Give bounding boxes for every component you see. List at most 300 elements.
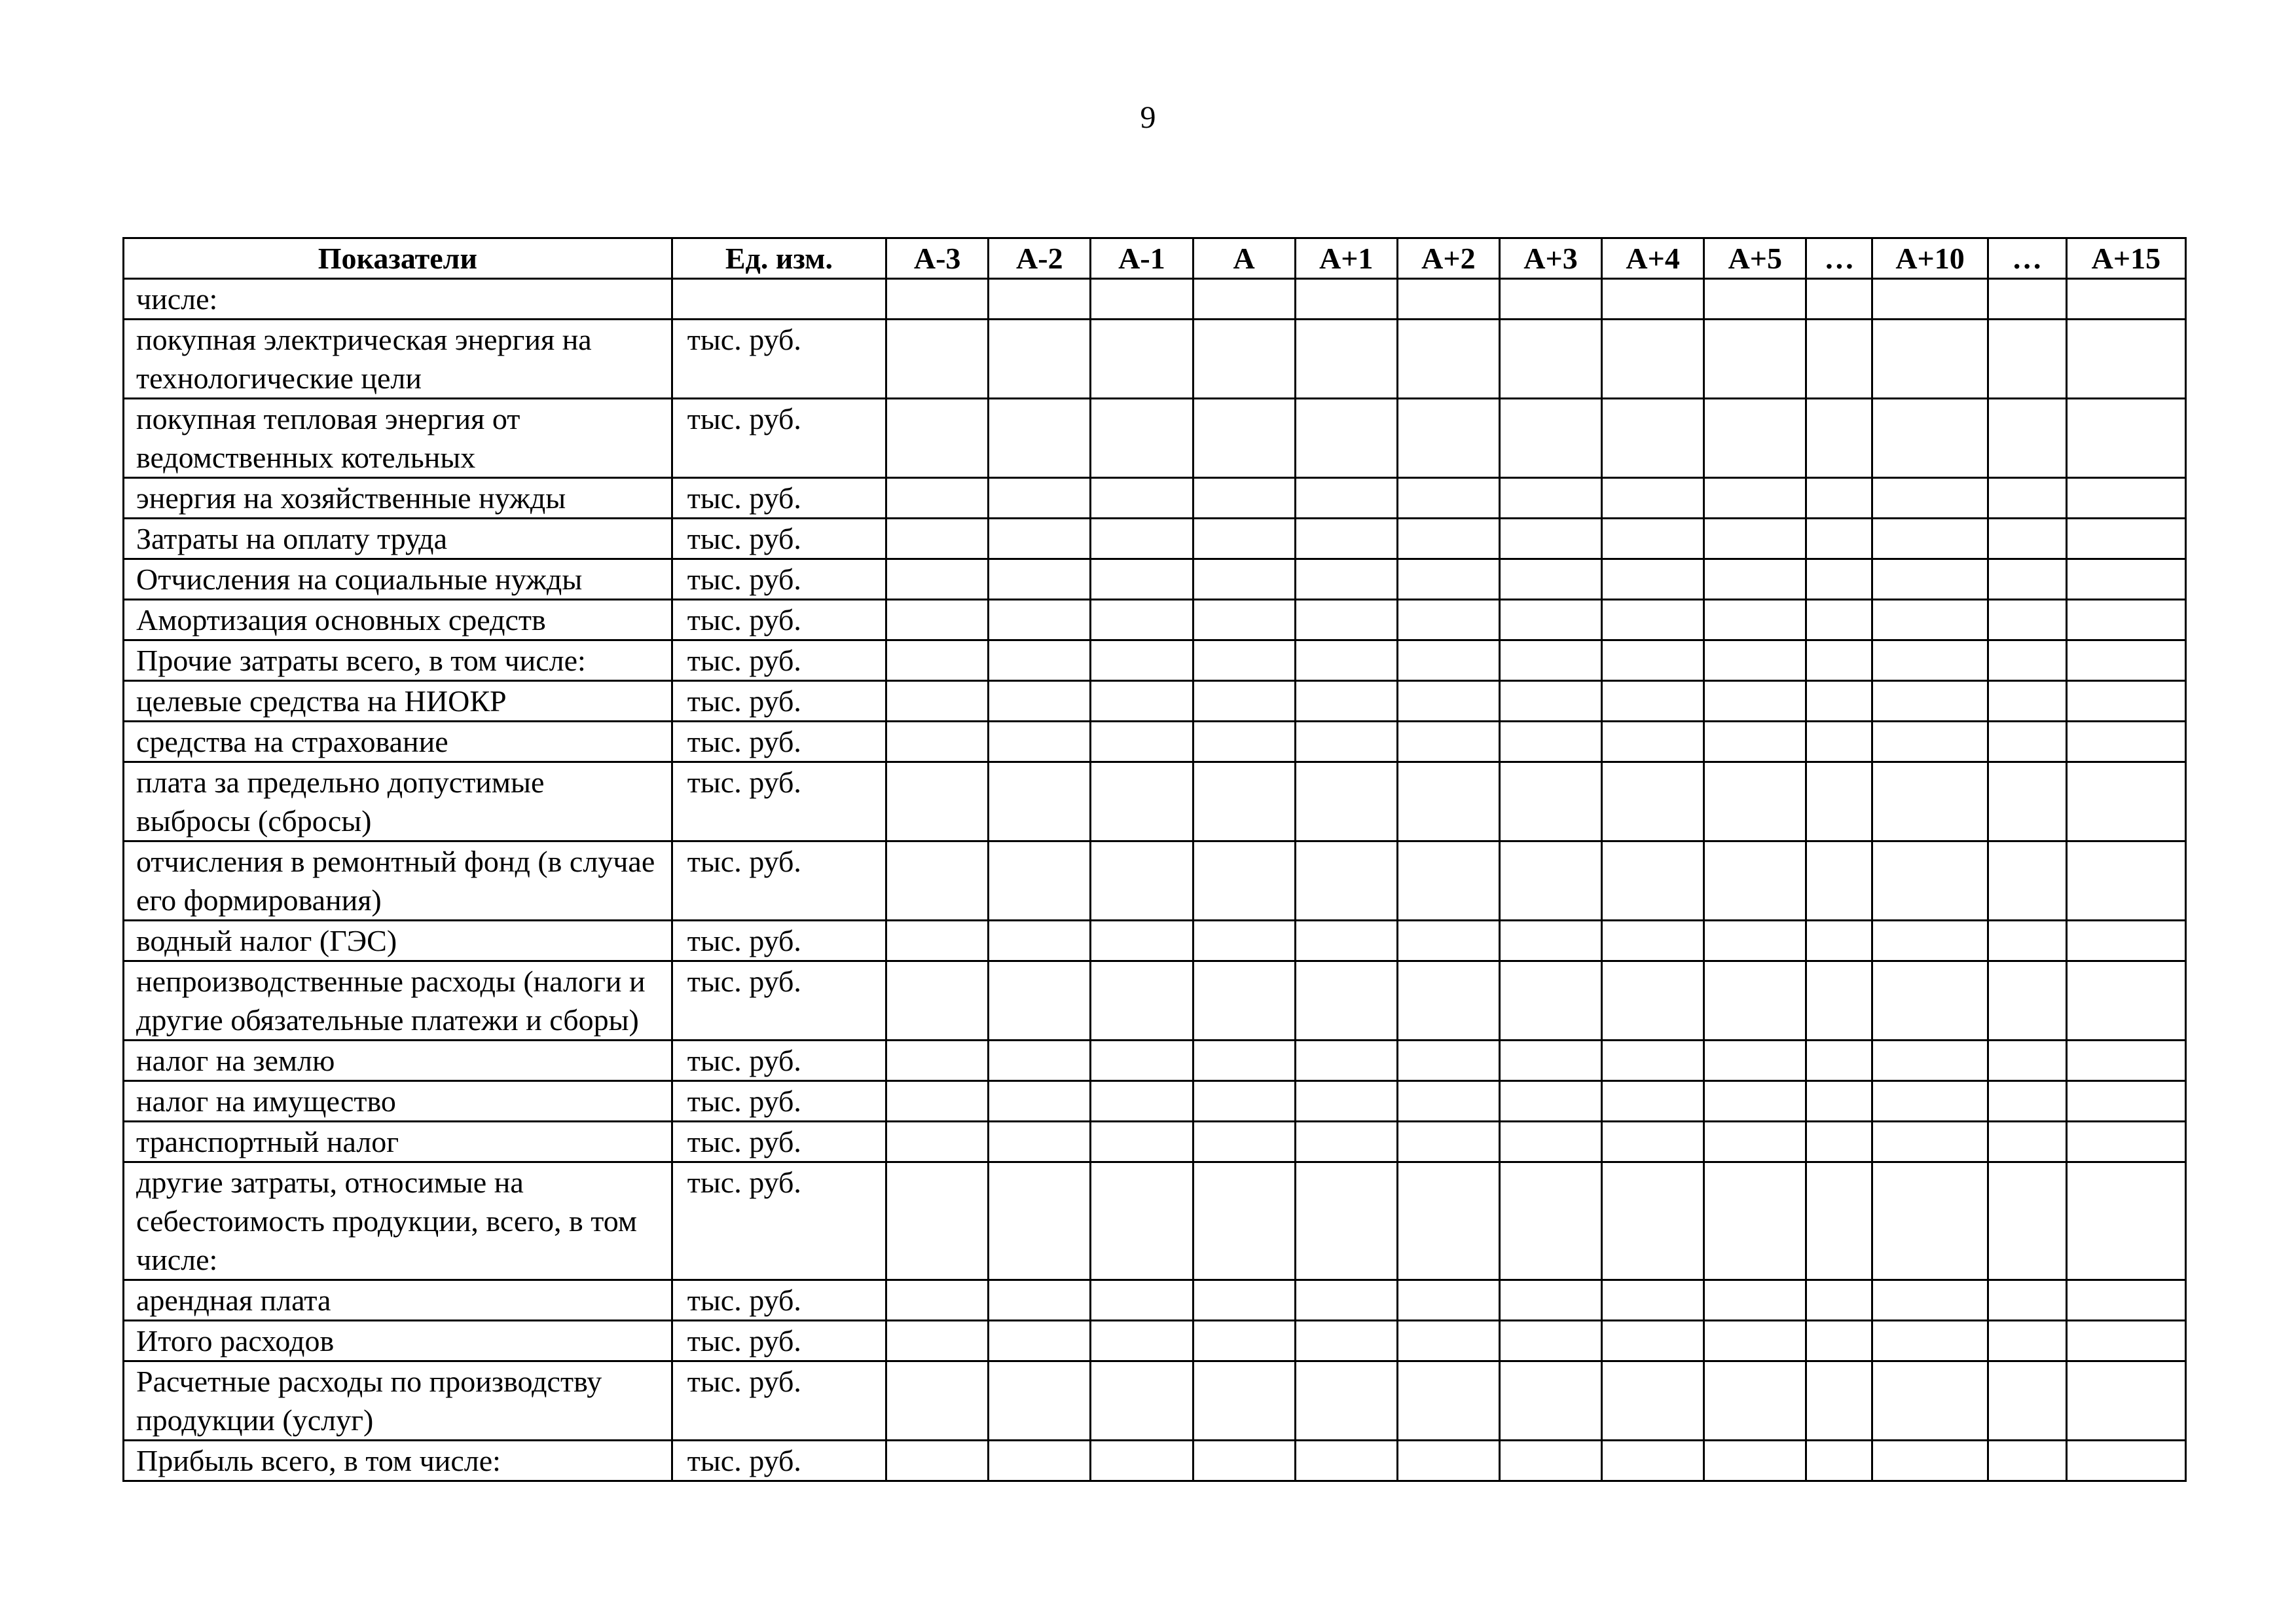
value-cell	[1704, 1041, 1806, 1081]
value-cell	[1499, 1162, 1601, 1280]
value-cell	[1397, 399, 1499, 478]
value-cell	[886, 1361, 989, 1441]
value-cell	[1806, 519, 1872, 559]
value-cell	[1704, 279, 1806, 320]
value-cell	[1602, 1081, 1704, 1122]
value-cell	[1397, 519, 1499, 559]
value-cell	[989, 722, 1091, 762]
table-row	[124, 399, 2186, 478]
row-label: энергия на хозяйственные нужды	[124, 478, 672, 519]
value-cell	[886, 279, 989, 320]
value-cell	[2066, 681, 2185, 722]
value-cell	[1806, 1081, 1872, 1122]
header-period: А+2	[1397, 238, 1499, 279]
table-row	[124, 1041, 2186, 1081]
row-unit: тыс. руб.	[672, 600, 886, 640]
value-cell	[989, 1280, 1091, 1321]
value-cell	[1872, 279, 1988, 320]
value-cell	[886, 681, 989, 722]
row-label: налог на землю	[124, 1041, 672, 1081]
value-cell	[2066, 320, 2185, 399]
value-cell	[989, 841, 1091, 921]
row-label: Расчетные расходы по производству продукции (услуг)	[124, 1361, 672, 1441]
value-cell	[1091, 1081, 1193, 1122]
value-cell	[1091, 559, 1193, 600]
table-row	[124, 1081, 2186, 1122]
value-cell	[1602, 1162, 1704, 1280]
value-cell	[1091, 600, 1193, 640]
table-row	[124, 1162, 2186, 1280]
value-cell	[1988, 1321, 2066, 1361]
value-cell	[1704, 559, 1806, 600]
value-cell	[1295, 1081, 1397, 1122]
value-cell	[1091, 681, 1193, 722]
value-cell	[1295, 841, 1397, 921]
value-cell	[1499, 600, 1601, 640]
value-cell	[1397, 1162, 1499, 1280]
value-cell	[2066, 559, 2185, 600]
value-cell	[1499, 722, 1601, 762]
value-cell	[1397, 1280, 1499, 1321]
value-cell	[2066, 1361, 2185, 1441]
value-cell	[989, 320, 1091, 399]
value-cell	[1397, 1041, 1499, 1081]
header-period: А+5	[1704, 238, 1806, 279]
header-indicator: Показатели	[124, 238, 672, 279]
value-cell	[1988, 320, 2066, 399]
value-cell	[1193, 762, 1295, 841]
value-cell	[1988, 399, 2066, 478]
value-cell	[886, 478, 989, 519]
header-unit: Ед. изм.	[672, 238, 886, 279]
row-unit: тыс. руб.	[672, 722, 886, 762]
value-cell	[1988, 279, 2066, 320]
value-cell	[1499, 399, 1601, 478]
value-cell	[1397, 722, 1499, 762]
value-cell	[1988, 1081, 2066, 1122]
value-cell	[886, 961, 989, 1041]
value-cell	[1602, 762, 1704, 841]
value-cell	[1872, 320, 1988, 399]
value-cell	[1602, 320, 1704, 399]
value-cell	[1499, 320, 1601, 399]
value-cell	[1602, 1321, 1704, 1361]
value-cell	[1193, 1280, 1295, 1321]
row-unit: тыс. руб.	[672, 1361, 886, 1441]
value-cell	[1872, 1041, 1988, 1081]
value-cell	[1988, 681, 2066, 722]
value-cell	[1806, 762, 1872, 841]
table-row	[124, 1122, 2186, 1162]
value-cell	[1499, 279, 1601, 320]
value-cell	[886, 600, 989, 640]
value-cell	[2066, 279, 2185, 320]
value-cell	[1397, 1081, 1499, 1122]
value-cell	[989, 961, 1091, 1041]
row-label: средства на страхование	[124, 722, 672, 762]
value-cell	[1872, 1361, 1988, 1441]
value-cell	[989, 478, 1091, 519]
row-label: отчисления в ремонтный фонд (в случае его формирования)	[124, 841, 672, 921]
value-cell	[1872, 600, 1988, 640]
value-cell	[1806, 1122, 1872, 1162]
value-cell	[1806, 1280, 1872, 1321]
value-cell	[1397, 1361, 1499, 1441]
row-unit: тыс. руб.	[672, 399, 886, 478]
value-cell	[1091, 1280, 1193, 1321]
value-cell	[1602, 1280, 1704, 1321]
value-cell	[989, 600, 1091, 640]
value-cell	[1602, 841, 1704, 921]
value-cell	[886, 1321, 989, 1361]
row-unit: тыс. руб.	[672, 1081, 886, 1122]
value-cell	[1193, 1162, 1295, 1280]
row-label: водный налог (ГЭС)	[124, 921, 672, 961]
value-cell	[1091, 1162, 1193, 1280]
value-cell	[1704, 1321, 1806, 1361]
value-cell	[1091, 1321, 1193, 1361]
value-cell	[1872, 762, 1988, 841]
value-cell	[1295, 762, 1397, 841]
value-cell	[989, 640, 1091, 681]
header-period: …	[1988, 238, 2066, 279]
value-cell	[1602, 1361, 1704, 1441]
value-cell	[1806, 681, 1872, 722]
row-unit: тыс. руб.	[672, 1321, 886, 1361]
table-row	[124, 600, 2186, 640]
value-cell	[1397, 1321, 1499, 1361]
table-row	[124, 1280, 2186, 1321]
value-cell	[1806, 600, 1872, 640]
value-cell	[1602, 1041, 1704, 1081]
value-cell	[1397, 961, 1499, 1041]
value-cell	[1193, 559, 1295, 600]
value-cell	[1295, 961, 1397, 1041]
row-unit: тыс. руб.	[672, 681, 886, 722]
value-cell	[989, 1321, 1091, 1361]
value-cell	[1872, 1321, 1988, 1361]
row-unit: тыс. руб.	[672, 841, 886, 921]
value-cell	[1499, 1361, 1601, 1441]
value-cell	[2066, 1280, 2185, 1321]
value-cell	[1091, 841, 1193, 921]
value-cell	[1193, 399, 1295, 478]
value-cell	[1091, 762, 1193, 841]
value-cell	[1499, 681, 1601, 722]
value-cell	[886, 762, 989, 841]
value-cell	[1193, 1321, 1295, 1361]
value-cell	[1091, 961, 1193, 1041]
value-cell	[1806, 478, 1872, 519]
value-cell	[1295, 279, 1397, 320]
value-cell	[989, 681, 1091, 722]
value-cell	[1397, 559, 1499, 600]
value-cell	[1704, 762, 1806, 841]
row-unit: тыс. руб.	[672, 519, 886, 559]
value-cell	[1704, 1280, 1806, 1321]
value-cell	[1499, 1321, 1601, 1361]
row-label: покупная тепловая энергия от ведомственных котельных	[124, 399, 672, 478]
value-cell	[1872, 478, 1988, 519]
value-cell	[1872, 921, 1988, 961]
value-cell	[1602, 600, 1704, 640]
value-cell	[1397, 921, 1499, 961]
row-label: Затраты на оплату труда	[124, 519, 672, 559]
value-cell	[1295, 1280, 1397, 1321]
value-cell	[886, 1280, 989, 1321]
value-cell	[1499, 1041, 1601, 1081]
value-cell	[989, 1162, 1091, 1280]
value-cell	[1988, 478, 2066, 519]
value-cell	[1295, 640, 1397, 681]
value-cell	[886, 841, 989, 921]
header-period: А+4	[1602, 238, 1704, 279]
value-cell	[1806, 320, 1872, 399]
value-cell	[1193, 519, 1295, 559]
row-unit: тыс. руб.	[672, 1280, 886, 1321]
value-cell	[1988, 961, 2066, 1041]
value-cell	[1988, 1280, 2066, 1321]
value-cell	[1988, 1441, 2066, 1481]
row-label: Прибыль всего, в том числе:	[124, 1441, 672, 1481]
value-cell	[1193, 1122, 1295, 1162]
table-row	[124, 478, 2186, 519]
header-period: А+15	[2066, 238, 2185, 279]
value-cell	[1988, 762, 2066, 841]
table-row	[124, 1361, 2186, 1441]
value-cell	[1602, 681, 1704, 722]
value-cell	[886, 1122, 989, 1162]
row-label: Прочие затраты всего, в том числе:	[124, 640, 672, 681]
value-cell	[1988, 841, 2066, 921]
value-cell	[886, 921, 989, 961]
value-cell	[1499, 640, 1601, 681]
value-cell	[1704, 399, 1806, 478]
row-label: числе:	[124, 279, 672, 320]
value-cell	[1704, 320, 1806, 399]
value-cell	[1704, 1081, 1806, 1122]
value-cell	[1806, 1441, 1872, 1481]
value-cell	[1806, 1041, 1872, 1081]
value-cell	[1602, 399, 1704, 478]
table-row	[124, 921, 2186, 961]
value-cell	[886, 1041, 989, 1081]
value-cell	[886, 399, 989, 478]
value-cell	[1295, 1162, 1397, 1280]
value-cell	[1602, 1122, 1704, 1162]
value-cell	[1602, 559, 1704, 600]
value-cell	[1988, 722, 2066, 762]
row-unit: тыс. руб.	[672, 1441, 886, 1481]
value-cell	[2066, 762, 2185, 841]
header-period: А-1	[1091, 238, 1193, 279]
value-cell	[1397, 478, 1499, 519]
value-cell	[1988, 519, 2066, 559]
value-cell	[886, 1162, 989, 1280]
value-cell	[2066, 1041, 2185, 1081]
table-body	[124, 279, 2186, 1481]
value-cell	[1704, 722, 1806, 762]
value-cell	[1397, 1122, 1499, 1162]
value-cell	[1499, 1280, 1601, 1321]
row-unit: тыс. руб.	[672, 1041, 886, 1081]
value-cell	[1872, 1441, 1988, 1481]
value-cell	[1704, 1441, 1806, 1481]
value-cell	[1397, 320, 1499, 399]
value-cell	[1193, 681, 1295, 722]
value-cell	[989, 1361, 1091, 1441]
value-cell	[1295, 320, 1397, 399]
row-label: плата за предельно допустимые выбросы (сбросы)	[124, 762, 672, 841]
row-label: налог на имущество	[124, 1081, 672, 1122]
value-cell	[1806, 1162, 1872, 1280]
table-row	[124, 519, 2186, 559]
value-cell	[1988, 640, 2066, 681]
value-cell	[1704, 519, 1806, 559]
value-cell	[2066, 841, 2185, 921]
value-cell	[989, 762, 1091, 841]
row-unit: тыс. руб.	[672, 921, 886, 961]
value-cell	[2066, 600, 2185, 640]
value-cell	[1397, 600, 1499, 640]
page-number: 9	[1140, 100, 1156, 135]
value-cell	[2066, 722, 2185, 762]
value-cell	[2066, 1081, 2185, 1122]
value-cell	[1091, 921, 1193, 961]
value-cell	[1872, 1122, 1988, 1162]
value-cell	[1499, 478, 1601, 519]
value-cell	[1704, 1122, 1806, 1162]
value-cell	[1806, 841, 1872, 921]
value-cell	[1988, 1361, 2066, 1441]
value-cell	[1397, 640, 1499, 681]
table-row	[124, 841, 2186, 921]
table-row	[124, 320, 2186, 399]
value-cell	[1602, 1441, 1704, 1481]
value-cell	[1295, 1361, 1397, 1441]
value-cell	[1193, 320, 1295, 399]
value-cell	[1193, 1041, 1295, 1081]
indicators-table	[122, 237, 2187, 1482]
value-cell	[1499, 1122, 1601, 1162]
value-cell	[989, 519, 1091, 559]
value-cell	[1295, 478, 1397, 519]
value-cell	[1988, 1122, 2066, 1162]
value-cell	[1193, 1441, 1295, 1481]
value-cell	[1295, 722, 1397, 762]
value-cell	[1397, 681, 1499, 722]
value-cell	[1091, 1041, 1193, 1081]
value-cell	[1988, 1041, 2066, 1081]
value-cell	[1872, 1081, 1988, 1122]
value-cell	[1704, 961, 1806, 1041]
value-cell	[886, 1081, 989, 1122]
value-cell	[1295, 1041, 1397, 1081]
value-cell	[1295, 1441, 1397, 1481]
value-cell	[1602, 921, 1704, 961]
value-cell	[1397, 841, 1499, 921]
value-cell	[1806, 559, 1872, 600]
header-period: А+3	[1499, 238, 1601, 279]
value-cell	[1397, 762, 1499, 841]
value-cell	[2066, 1162, 2185, 1280]
value-cell	[989, 399, 1091, 478]
row-label: Отчисления на социальные нужды	[124, 559, 672, 600]
value-cell	[989, 559, 1091, 600]
value-cell	[1806, 399, 1872, 478]
value-cell	[1704, 478, 1806, 519]
value-cell	[1091, 399, 1193, 478]
value-cell	[886, 519, 989, 559]
value-cell	[886, 559, 989, 600]
value-cell	[1806, 1321, 1872, 1361]
value-cell	[1704, 1361, 1806, 1441]
value-cell	[1872, 519, 1988, 559]
value-cell	[1193, 841, 1295, 921]
table-row	[124, 681, 2186, 722]
value-cell	[886, 1441, 989, 1481]
value-cell	[1295, 519, 1397, 559]
value-cell	[1091, 478, 1193, 519]
row-unit	[672, 279, 886, 320]
value-cell	[1988, 1162, 2066, 1280]
value-cell	[1499, 519, 1601, 559]
value-cell	[1091, 320, 1193, 399]
row-label: транспортный налог	[124, 1122, 672, 1162]
value-cell	[1602, 519, 1704, 559]
value-cell	[989, 1122, 1091, 1162]
value-cell	[1397, 1441, 1499, 1481]
row-unit: тыс. руб.	[672, 320, 886, 399]
value-cell	[1704, 600, 1806, 640]
value-cell	[1806, 640, 1872, 681]
value-cell	[1091, 1441, 1193, 1481]
value-cell	[1872, 961, 1988, 1041]
row-unit: тыс. руб.	[672, 1122, 886, 1162]
value-cell	[1872, 640, 1988, 681]
value-cell	[1193, 722, 1295, 762]
value-cell	[2066, 1441, 2185, 1481]
row-label: покупная электрическая энергия на технологические цели	[124, 320, 672, 399]
value-cell	[1499, 559, 1601, 600]
value-cell	[1499, 1441, 1601, 1481]
row-unit: тыс. руб.	[672, 559, 886, 600]
value-cell	[1872, 399, 1988, 478]
value-cell	[1704, 681, 1806, 722]
value-cell	[1806, 961, 1872, 1041]
value-cell	[1295, 1122, 1397, 1162]
value-cell	[886, 722, 989, 762]
value-cell	[989, 1041, 1091, 1081]
value-cell	[886, 640, 989, 681]
row-unit: тыс. руб.	[672, 1162, 886, 1280]
value-cell	[1704, 640, 1806, 681]
value-cell	[1806, 921, 1872, 961]
value-cell	[989, 1081, 1091, 1122]
value-cell	[989, 279, 1091, 320]
value-cell	[1193, 478, 1295, 519]
table-row	[124, 762, 2186, 841]
value-cell	[1091, 722, 1193, 762]
row-label: целевые средства на НИОКР	[124, 681, 672, 722]
row-unit: тыс. руб.	[672, 961, 886, 1041]
table-row	[124, 1441, 2186, 1481]
value-cell	[1872, 722, 1988, 762]
header-period: А-2	[989, 238, 1091, 279]
table-row	[124, 961, 2186, 1041]
value-cell	[2066, 640, 2185, 681]
header-row	[124, 238, 2186, 279]
